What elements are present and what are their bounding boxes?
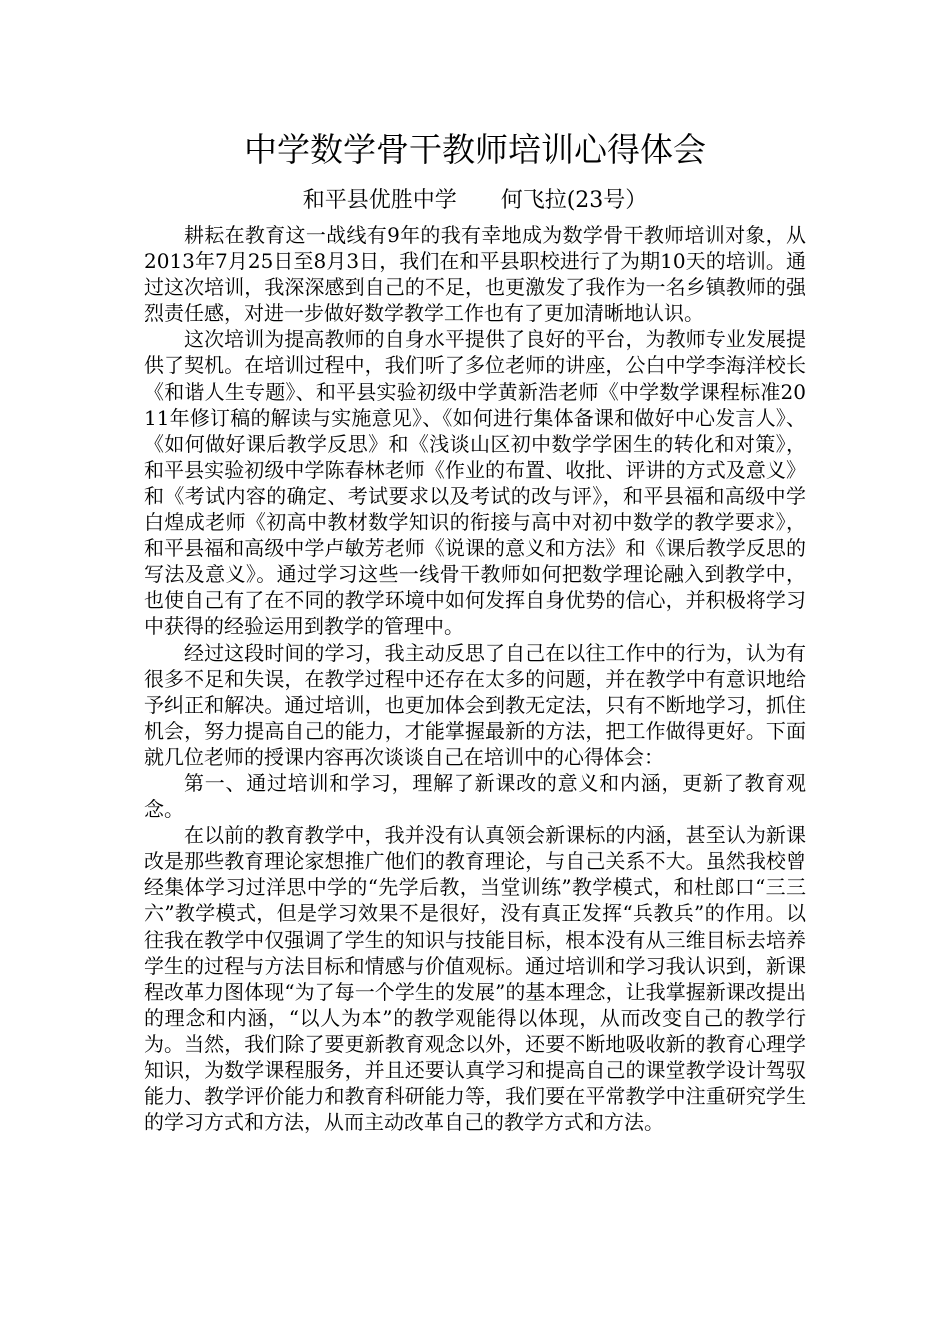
paragraph-training-lectures: 这次培训为提高教师的自身水平提供了良好的平台，为教师专业发展提供了契机。在培训过程中，我们听了多位老师的讲座，公白中学李海洋校长《和谐人生专题》、和平县实验初级中学黄新浩老师《中学数学课程标准2011年修订稿的解读与实施意见》、《如何进行集体备课和做好中心发言人》、《如何做好课后教学反思》和《浅谈山区初中数学学困生的转化和对策》，和平县实验初级中学陈春林老师《作业的布置、收批、评讲的方式及意义》和《考试内容的确定、考试要求以及考试的改与评》，和平县福和高级中学白煌成老师《初高中教材数学知识的衔接与高中对初中数学的教学要求》，和平县福和高级中学卢敏芳老师《说课的意义和方法》和《课后教学反思的写法及意义》。通过学习这些一线骨干教师如何把数学理论融入到教学中，也使自己有了在不同的教学环境中如何发挥自身优势的信心，并积极将学习中获得的经验运用到教学的管理中。 bbox=[144, 327, 806, 639]
paragraph-new-curriculum: 在以前的教育教学中，我并没有认真领会新课标的内涵，甚至认为新课改是那些教育理论家想推广他们的教育理论，与自己关系不大。虽然我校曾经集体学习过洋思中学的“先学后教，当堂训练”教学模式，和杜郎口“三三六”教学模式，但是学习效果不是很好，没有真正发挥“兵教兵”的作用。以往我在教学中仅强调了学生的知识与技能目标，根本没有从三维目标去培养学生的过程与方法目标和情感与价值观标。通过培训和学习我认识到，新课程改革力图体现“为了每一个学生的发展”的基本理念，让我掌握新课改提出的理念和内涵，“以人为本”的教学观能得以体现，从而改变自己的教学行为。当然，我们除了要更新教育观念以外，还要不断地吸收新的教育心理学知识，为数学课程服务，并且还要认真学习和提高自己的课堂教学设计驾驭能力、教学评价能力和教育科研能力等，我们要在平常教学中注重研究学生的学习方式和方法，从而主动改革自己的教学方式和方法。 bbox=[144, 823, 806, 1135]
author-line: 和平县优胜中学 何飞拉(23号） bbox=[302, 188, 648, 213]
document-body bbox=[144, 222, 806, 1135]
paragraph-intro: 耕耘在教育这一战线有9年的我有幸地成为数学骨干教师培训对象，从2013年7月25日至8月3日，我们在和平县职校进行了为期10天的培训。通过这次培训，我深深感到自己的不足，也更激发了我作为一名乡镇教师的强烈责任感，对进一步做好数学教学工作也有了更加清晰地认识。 bbox=[144, 223, 806, 326]
paragraph-reflection: 经过这段时间的学习，我主动反思了自己在以往工作中的行为，认为有很多不足和失误，在教学过程中还存在太多的问题，并在教学中有意识地给予纠正和解决。通过培训，也更加体会到教无定法，只有不断地学习，抓住机会，努力提高自己的能力，才能掌握最新的方法，把工作做得更好。下面就几位老师的授课内容再次谈谈自己在培训中的心得体会： bbox=[144, 640, 806, 769]
paragraph-point-one: 第一、通过培训和学习，理解了新课改的意义和内涵，更新了教育观念。 bbox=[144, 770, 806, 822]
document-title: 中学数学骨干教师培训心得体会 bbox=[244, 130, 706, 169]
